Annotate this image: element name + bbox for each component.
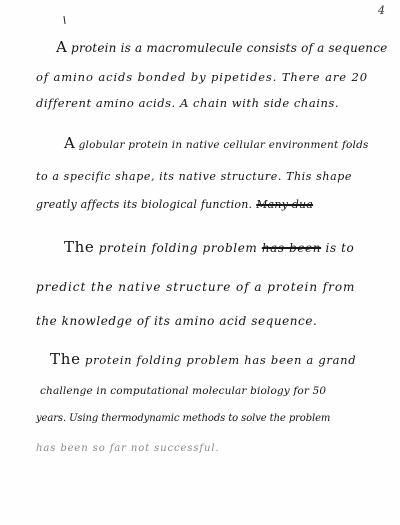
paragraph-4-line-4 bbox=[36, 442, 220, 456]
line-text: globular protein in native cellular environment folds bbox=[75, 139, 369, 151]
struck-text: Many dua bbox=[256, 198, 314, 211]
paragraph-3-line-3 bbox=[36, 314, 317, 328]
line-text: greatly affects its biological function. bbox=[36, 198, 253, 211]
line-text: the knowledge of its amino acid sequence. bbox=[36, 314, 318, 328]
line-lead: A bbox=[56, 38, 68, 56]
line-text: different amino acids. A chain with side chains. bbox=[36, 96, 340, 110]
line-text: protein folding problem has been a grand bbox=[80, 353, 357, 367]
line-lead: The bbox=[64, 238, 95, 256]
line-text-after: is to bbox=[321, 241, 355, 255]
paragraph-1-line-3 bbox=[36, 96, 339, 110]
line-text: protein is a macromulecule consists of a sequence bbox=[67, 41, 388, 55]
paragraph-1-line-1 bbox=[56, 40, 387, 55]
line-lead: The bbox=[50, 350, 81, 368]
paragraph-2-line-1 bbox=[64, 136, 369, 152]
paragraph-4-line-2 bbox=[40, 384, 326, 398]
paragraph-4-line-3 bbox=[36, 412, 330, 426]
paragraph-4-line-1 bbox=[50, 352, 356, 367]
line-text: protein folding problem bbox=[94, 241, 262, 255]
paragraph-3-line-1 bbox=[64, 240, 354, 255]
paragraph-2-line-3 bbox=[36, 198, 313, 212]
line-text: predict the native structure of a protein from bbox=[36, 280, 356, 294]
paragraph-2-line-2 bbox=[36, 170, 352, 184]
line-text: years. Using thermodynamic methods to solve the problem bbox=[36, 413, 331, 424]
paragraph-3-line-2 bbox=[36, 280, 355, 294]
line-text: of amino acids bonded by pipetides. There are 20 bbox=[36, 70, 368, 84]
struck-text: has been bbox=[261, 241, 322, 255]
line-text: has been so far not successful. bbox=[36, 443, 220, 454]
line-text: to a specific shape, its native structure. This shape bbox=[36, 170, 352, 183]
pen-tick-mark bbox=[63, 16, 65, 24]
page-number: 4 bbox=[378, 4, 385, 17]
line-lead: A bbox=[64, 134, 76, 152]
paragraph-1-line-2 bbox=[36, 70, 368, 84]
line-text: challenge in computational molecular biology for 50 bbox=[40, 385, 327, 397]
